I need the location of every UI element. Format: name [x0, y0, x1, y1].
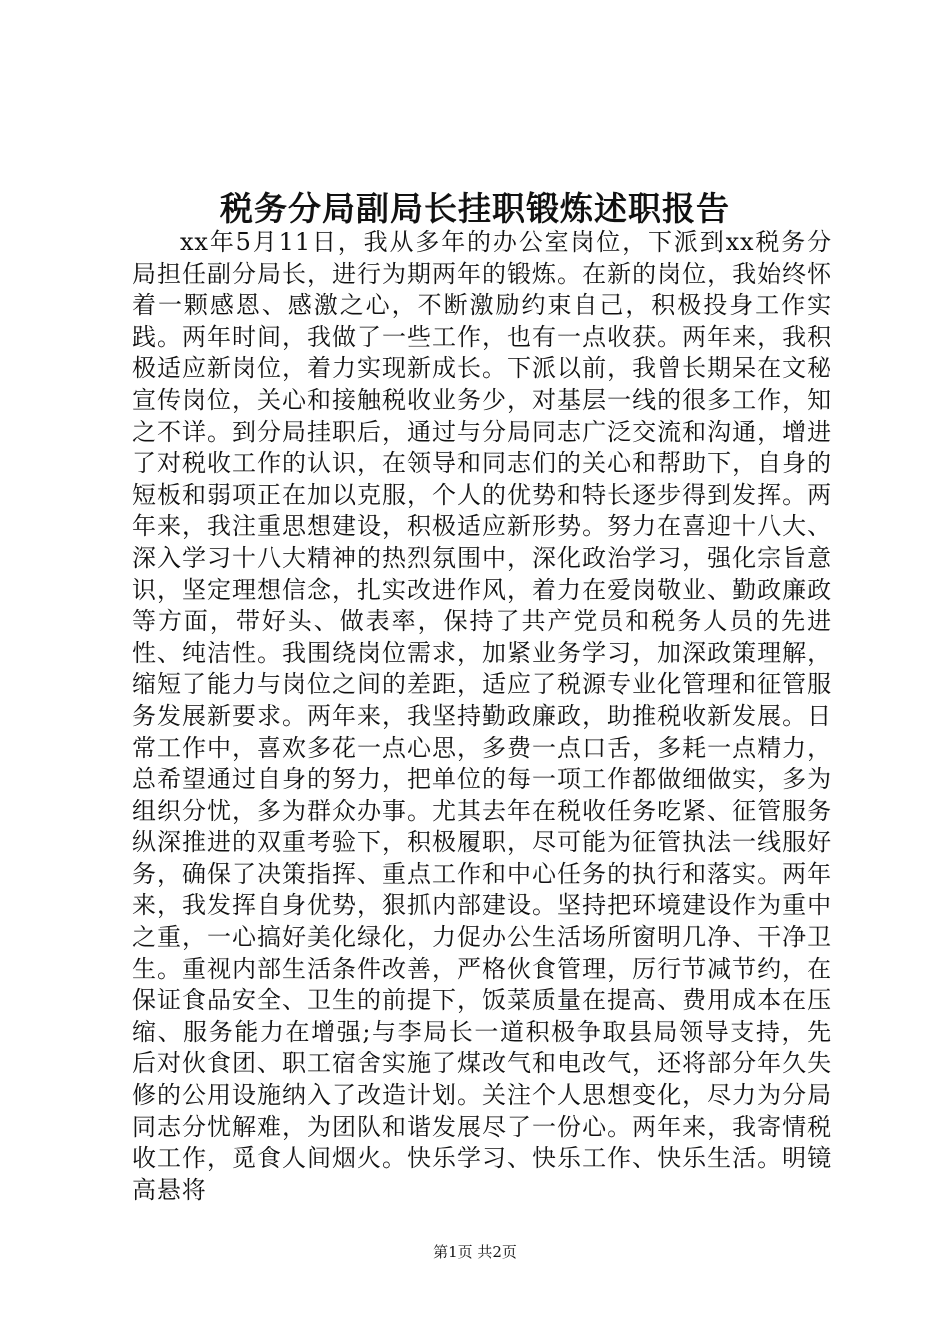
page-footer: 第1页 共2页 — [433, 1243, 517, 1261]
body-paragraph: xx年5月11日，我从多年的办公室岗位，下派到xx税务分局担任副分局长，进行为期两年的锻炼。在新的岗位，我始终怀着一颗感恩、感激之心，不断激励约束自己，积极投身工作实践。两年时间，我做了一些工作，也有一点收获。两年来，我积极适应新岗位，着力实现新成长。下派以前，我曾长期呆在文秘宣传岗位，关心和接触税收业务少，对基层一线的很多工作，知之不详。到分局挂职后，通过与分局同志广泛交流和沟通，增进了对税收工作的认识，在领导和同志们的关心和帮助下，自身的短板和弱项正在加以克服，个人的优势和特长逐步得到发挥。两年来，我注重思想建设，积极适应新形势。努力在喜迎十八大、深入学习十八大精神的热烈氛围中，深化政治学习，强化宗旨意识，坚定理想信念，扎实改进作风，着力在爱岗敬业、勤政廉政等方面，带好头、做表率，保持了共产党员和税务人员的先进性、纯洁性。我围绕岗位需求，加紧业务学习，加深政策理解，缩短了能力与岗位之间的差距，适应了税源专业化管理和征管服务发展新要求。两年来，我坚持勤政廉政，助推税收新发展。日常工作中，喜欢多花一点心思，多费一点口舌，多耗一点精力，总希望通过自身的努力，把单位的每一项工作都做细做实，多为组织分忧，多为群众办事。尤其去年在税收任务吃紧、征管服务纵深推进的双重考验下，积极履职，尽可能为征管执法一线服好务，确保了决策指挥、重点工作和中心任务的执行和落实。两年来，我发挥自身优势，狠抓内部建设。坚持把环境建设作为重中之重，一心搞好美化绿化，力促办公生活场所窗明几净、干净卫生。重视内部生活条件改善，严格伙食管理，厉行节减节约，在保证食品安全、卫生的前提下，饭菜质量在提高、费用成本在压缩、服务能力在增强;与李局长一道积极争取县局领导支持，先后对伙食团、职工宿舍实施了煤改气和电改气，还将部分年久失修的公用设施纳入了改造计划。关注个人思想变化，尽力为分局同志分忧解难，为团队和谐发展尽了一份心。两年来，我寄情税收工作，觅食人间烟火。快乐学习、快乐工作、快乐生活。明镜高悬将 — [132, 228, 832, 1204]
document-title: 税务分局副局长挂职锻炼述职报告 — [220, 189, 730, 228]
